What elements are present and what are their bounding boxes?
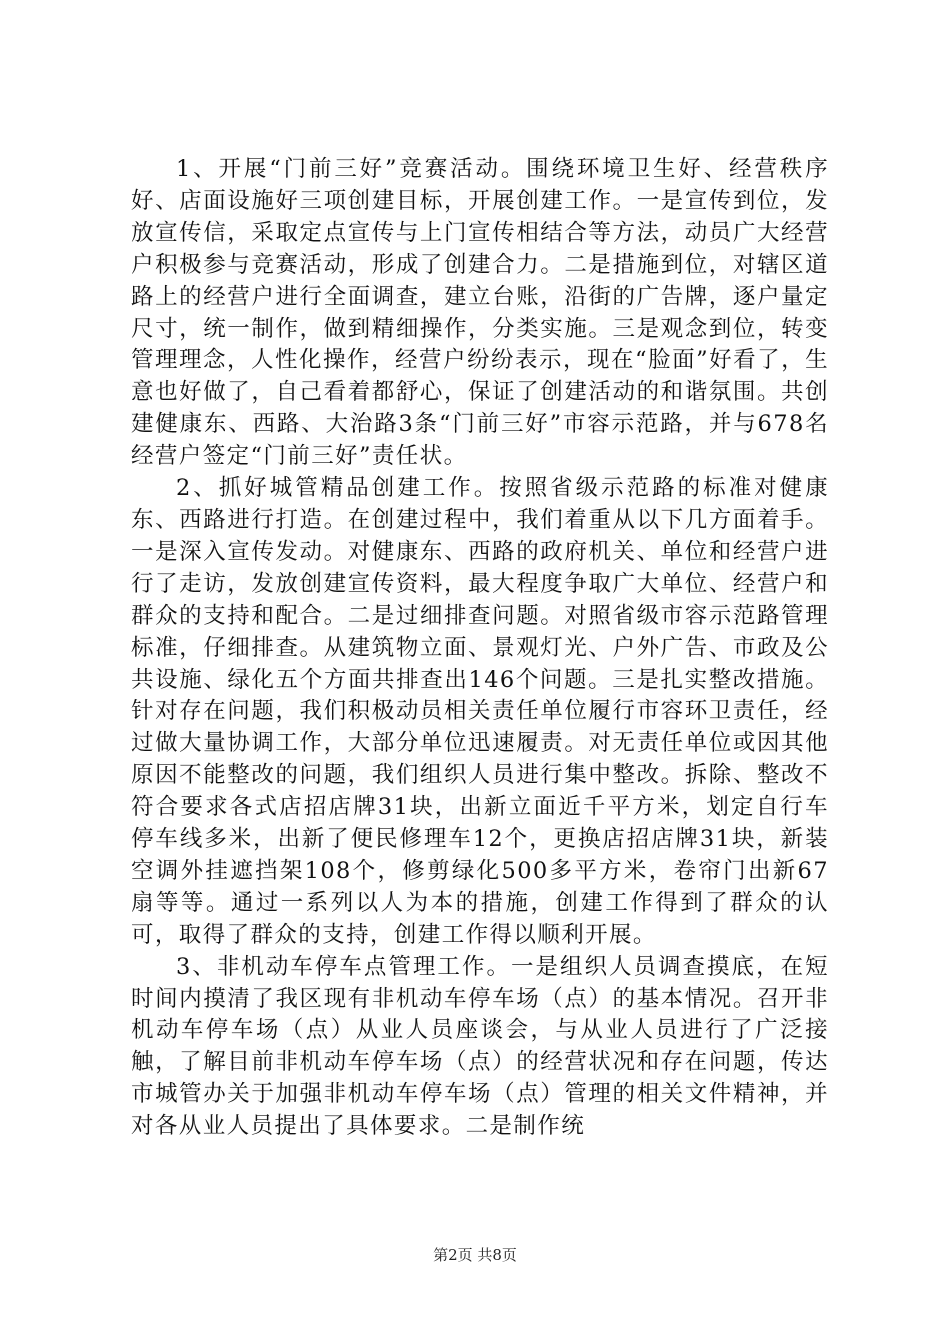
paragraph-1: 1、开展“门前三好”竞赛活动。围绕环境卫生好、经营秩序好、店面设施好三项创建目标，开展创建工作。一是宣传到位，发放宣传信，采取定点宣传与上门宣传相结合等方法，动员广大经营户积极参与竞赛活动，形成了创建合力。二是措施到位，对辖区道路上的经营户进行全面调查，建立台账，沿街的广告牌，逐户量定尺寸，统一制作，做到精细操作，分类实施。三是观念到位，转变管理理念，人性化操作，经营户纷纷表示，现在“脸面”好看了，生意也好做了，自己看着都舒心，保证了创建活动的和谐氛围。共创建健康东、西路、大治路3条“门前三好”市容示范路，并与678名经营户签定“门前三好”责任状。 bbox=[131, 156, 829, 470]
page-footer: 第2页 共8页 bbox=[433, 1246, 517, 1264]
document-body bbox=[131, 154, 829, 1143]
paragraph-2: 2、抓好城管精品创建工作。按照省级示范路的标准对健康东、西路进行打造。在创建过程中，我们着重从以下几方面着手。一是深入宣传发动。对健康东、西路的政府机关、单位和经营户进行了走访，发放创建宣传资料，最大程度争取广大单位、经营户和群众的支持和配合。二是过细排查问题。对照省级市容示范路管理标准，仔细排查。从建筑物立面、景观灯光、户外广告、市政及公共设施、绿化五个方面共排查出146个问题。三是扎实整改措施。针对存在问题，我们积极动员相关责任单位履行市容环卫责任，经过做大量协调工作，大部分单位迅速履责。对无责任单位或因其他原因不能整改的问题，我们组织人员进行集中整改。拆除、整改不符合要求各式店招店牌31块，出新立面近千平方米，划定自行车停车线多米，出新了便民修理车12个，更换店招店牌31块，新装空调外挂遮挡架108个，修剪绿化500多平方米，卷帘门出新67扇等等。通过一系列以人为本的措施，创建工作得到了群众的认可，取得了群众的支持，创建工作得以顺利开展。 bbox=[131, 475, 829, 948]
paragraph-3: 3、非机动车停车点管理工作。一是组织人员调查摸底，在短时间内摸清了我区现有非机动车停车场（点）的基本情况。召开非机动车停车场（点）从业人员座谈会，与从业人员进行了广泛接触，了解目前非机动车停车场（点）的经营状况和存在问题，传达市城管办关于加强非机动车停车场（点）管理的相关文件精神，并对各从业人员提出了具体要求。二是制作统 bbox=[131, 953, 829, 1140]
